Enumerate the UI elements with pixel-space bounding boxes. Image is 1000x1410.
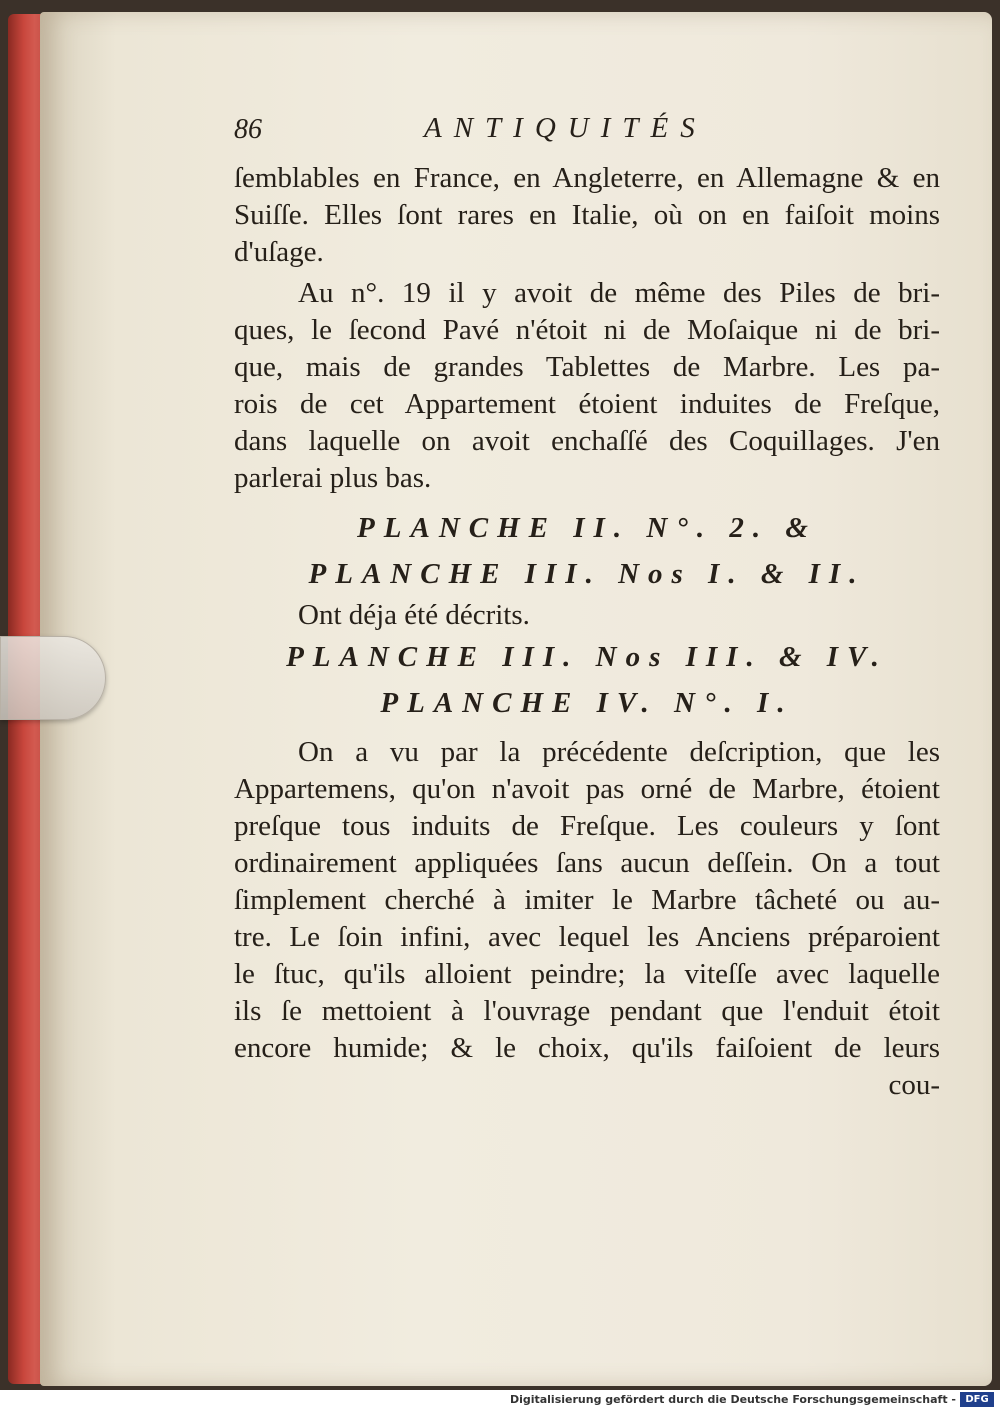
plate-headings-2 xyxy=(234,634,940,726)
page-number: 86 xyxy=(234,114,262,145)
bookmark-tab xyxy=(0,636,106,720)
catchword: cou- xyxy=(888,1069,940,1101)
text-line: ils ſe mettoient à l'ouvrage pendant que l'enduit étoit xyxy=(234,995,940,1027)
plate-heading: PLANCHE III. Nos III. & IV. xyxy=(286,641,888,673)
text-line: ſemblables en France, en Angleterre, en Allemagne & en xyxy=(234,162,940,194)
paragraph-4 xyxy=(234,734,940,1104)
plate-heading: PLANCHE II. N°. 2. & xyxy=(357,512,817,544)
running-head xyxy=(234,108,940,160)
paragraph-3 xyxy=(234,597,940,634)
paragraph-2 xyxy=(234,275,940,497)
text-line: ques, le ſecond Pavé n'étoit ni de Moſaique ni de bri- xyxy=(234,314,940,346)
text-line: le ſtuc, qu'ils alloient peindre; la viteſſe avec laquelle xyxy=(234,958,940,990)
text-line: On a vu par la précédente deſcription, que les xyxy=(298,736,940,768)
text-line: rois de cet Appartement étoient induites de Freſque, xyxy=(234,388,940,420)
text-line: tre. Le ſoin infini, avec lequel les Anciens préparoient xyxy=(234,921,940,953)
text-line: preſque tous induits de Freſque. Les couleurs y ſont xyxy=(234,810,940,842)
paragraph-1 xyxy=(234,160,940,271)
text-line: ſimplement cherché à imiter le Marbre tâcheté ou au- xyxy=(234,884,940,916)
text-line: que, mais de grandes Tablettes de Marbre. Les pa- xyxy=(234,351,940,383)
text-line: ordinairement appliquées ſans aucun deſſein. On a tout xyxy=(234,847,940,879)
dfg-logo: DFG xyxy=(960,1392,994,1407)
text-line: parlerai plus bas. xyxy=(234,462,432,494)
plate-headings-1 xyxy=(234,505,940,597)
digitization-footer xyxy=(0,1390,1000,1410)
text-line: dans laquelle on avoit enchaſſé des Coquillages. J'en xyxy=(234,425,940,457)
text-line: Appartemens, qu'on n'avoit pas orné de Marbre, étoient xyxy=(234,773,940,805)
text-block xyxy=(234,108,940,1104)
text-line: d'uſage. xyxy=(234,236,324,268)
text-line: Ont déja été décrits. xyxy=(298,599,530,631)
plate-heading: PLANCHE III. Nos I. & II. xyxy=(308,558,866,590)
text-line: Au n°. 19 il y avoit de même des Piles de bri- xyxy=(298,277,940,309)
plate-heading: PLANCHE IV. N°. I. xyxy=(380,687,794,719)
running-title: ANTIQUITÉS xyxy=(424,112,707,144)
footer-credit: Digitalisierung gefördert durch die Deutsche Forschungsgemeinschaft - xyxy=(509,1393,956,1406)
text-line: encore humide; & le choix, qu'ils faiſoient de leurs xyxy=(234,1032,940,1064)
text-line: Suiſſe. Elles ſont rares en Italie, où on en faiſoit moins xyxy=(234,199,940,231)
